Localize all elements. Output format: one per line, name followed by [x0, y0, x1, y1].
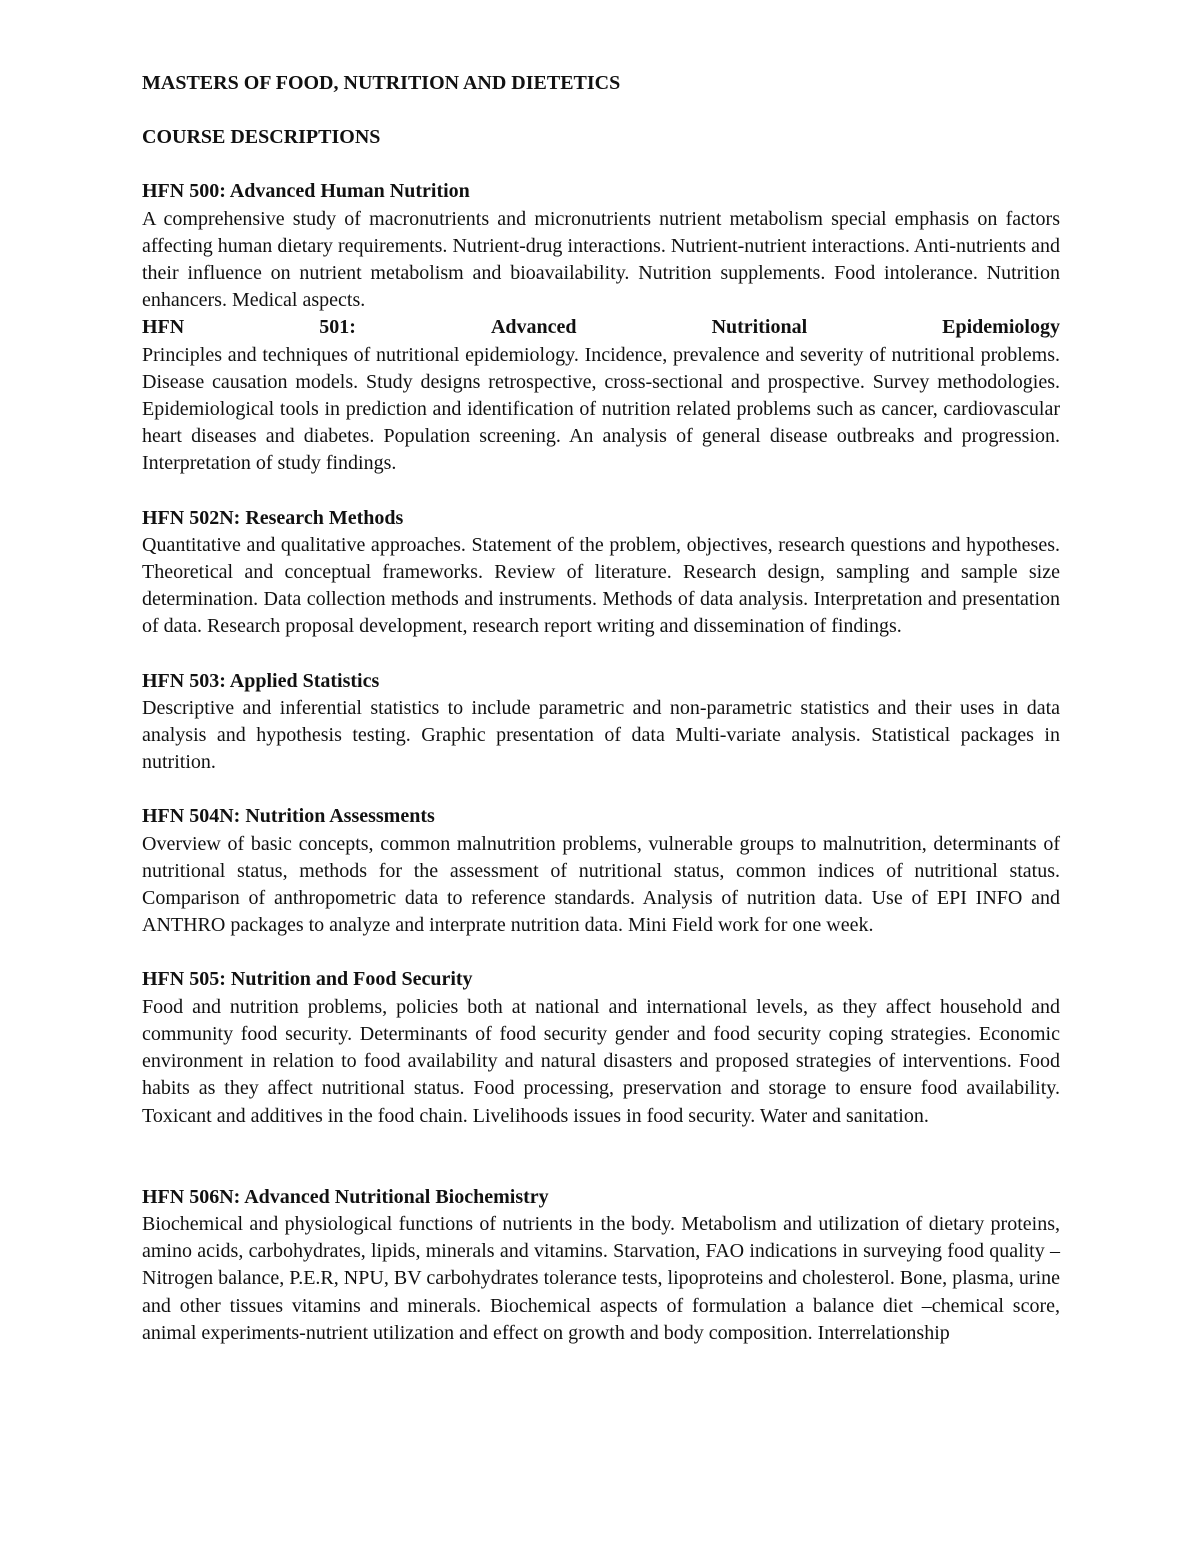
course-description: Food and nutrition problems, policies both at national and international levels, as they affect household and community food security. Determinants of food security gender and food security coping strategies. Economic environment in relation to food availability and natural disasters and proposed strategies of interventions. Food habits as they affect nutritional status. Food processing, preservation and storage to ensure food availability. Toxicant and additives in the food chain. Livelihoods issues in food security. Water and sanitation. — [142, 995, 1060, 1127]
course-description: Principles and techniques of nutritional epidemiology. Incidence, prevalence and severity of nutritional problems. Disease causation models. Study designs retrospective, cross-sectional and prospective. Survey methodologies. Epidemiological tools in prediction and identification of nutrition related problems such as cancer, cardiovascular heart diseases and diabetes. Population screening. An analysis of general disease outbreaks and progression. Interpretation of study findings. — [142, 343, 1060, 475]
course-hfn-504n — [142, 803, 1060, 939]
course-title — [142, 314, 1060, 341]
course-title: HFN 505: Nutrition and Food Security — [142, 968, 473, 991]
course-hfn-500 — [142, 178, 1060, 314]
course-title-part: HFN — [142, 316, 185, 339]
course-title-part: 501: — [319, 316, 356, 339]
document-page — [142, 70, 1060, 1347]
course-description: Biochemical and physiological functions of nutrients in the body. Metabolism and utilization of dietary proteins, amino acids, carbohydrates, lipids, minerals and vitamins. Starvation, FAO indications in surveying food quality – Nitrogen balance, P.E.R, NPU, BV carbohydrates tolerance tests, lipoproteins and cholesterol. Bone, plasma, urine and other tissues vitamins and minerals. Biochemical aspects of formulation a balance diet –chemical score, animal experiments-nutrient utilization and effect on growth and body composition. Interrelationship — [142, 1212, 1060, 1344]
course-title-part: Nutritional — [711, 316, 808, 339]
course-title: HFN 504N: Nutrition Assessments — [142, 805, 435, 828]
course-description: Quantitative and qualitative approaches. Statement of the problem, objectives, research questions and hypotheses. Theoretical and conceptual frameworks. Review of literature. Research design, sampling and sample size determination. Data collection methods and instruments. Methods of data analysis. Interpretation and presentation of data. Research proposal development, research report writing and dissemination of findings. — [142, 533, 1060, 638]
course-hfn-502n — [142, 505, 1060, 641]
course-title-part: Advanced — [490, 316, 577, 339]
course-hfn-503 — [142, 668, 1060, 777]
course-title: HFN 502N: Research Methods — [142, 506, 404, 529]
course-description: Descriptive and inferential statistics to include parametric and non-parametric statistics and their uses in data analysis and hypothesis testing. Graphic presentation of data Multi-variate analysis. Statistical packages in nutrition. — [142, 696, 1060, 774]
course-hfn-506n — [142, 1184, 1060, 1347]
course-title-part: Epidemiology — [942, 316, 1060, 339]
document-subtitle: COURSE DESCRIPTIONS — [142, 126, 381, 149]
course-title: HFN 503: Applied Statistics — [142, 669, 380, 692]
course-description: A comprehensive study of macronutrients and micronutrients nutrient metabolism special emphasis on factors affecting human dietary requirements. Nutrient-drug interactions. Nutrient-nutrient interactions. Anti-nutrients and their influence on nutrient metabolism and bioavailability. Nutrition supplements. Food intolerance. Nutrition enhancers. Medical aspects. — [142, 207, 1060, 312]
course-hfn-505 — [142, 966, 1060, 1129]
document-title: MASTERS OF FOOD, NUTRITION AND DIETETICS — [142, 72, 621, 94]
course-description: Overview of basic concepts, common malnutrition problems, vulnerable groups to malnutrition, determinants of nutritional status, methods for the assessment of nutritional status, common indices of nutritional status. Comparison of anthropometric data to reference standards. Analysis of nutrition data. Use of EPI INFO and ANTHRO packages to analyze and interprate nutrition data. Mini Field work for one week. — [142, 832, 1060, 937]
course-title: HFN 506N: Advanced Nutritional Biochemistry — [142, 1185, 549, 1208]
course-title: HFN 500: Advanced Human Nutrition — [142, 180, 470, 203]
course-hfn-501 — [142, 314, 1060, 477]
